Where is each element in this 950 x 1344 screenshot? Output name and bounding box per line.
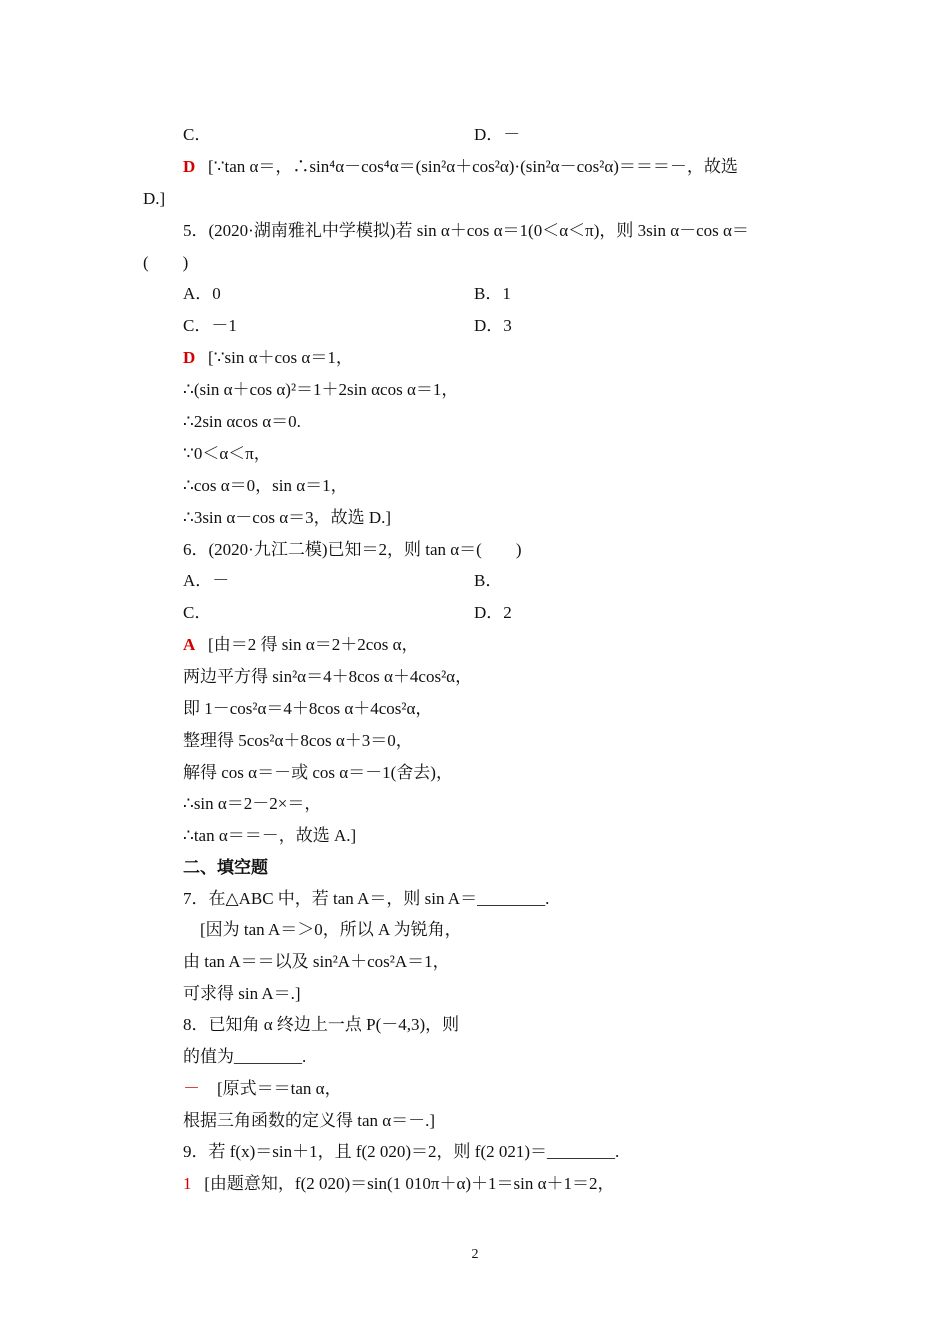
text-line: ∵0＜α＜π，	[183, 444, 271, 463]
answer-line: A [由＝2 得 sin α＝2＋2cos α，	[183, 635, 419, 654]
text-line: ∴3sin α－cos α＝3，故选 D.]	[183, 508, 392, 527]
text-line: 的值为________.	[183, 1047, 307, 1066]
answer-line: D [∵sin α＋cos α＝1，	[183, 348, 353, 367]
question-7: 7．在△ABC 中，若 tan A＝，则 sin A＝________.	[183, 889, 550, 908]
option-c: C．	[183, 603, 212, 622]
answer-line: 1 [由题意知，f(2 020)＝sin(1 010π＋α)＋1＝sin α＋1＝2，	[183, 1174, 615, 1193]
page-number: 2	[471, 1247, 479, 1262]
option-b: B．1	[474, 284, 511, 303]
option-d: D．3	[474, 316, 512, 335]
answer-letter: 1	[183, 1174, 192, 1193]
text-line: ( )	[143, 253, 189, 272]
text-line: 即 1－cos²α＝4＋8cos α＋4cos²α，	[183, 699, 433, 718]
question-9: 9．若 f(x)＝sin＋1，且 f(2 020)＝2，则 f(2 021)＝________.	[183, 1142, 620, 1161]
option-c: C．－1	[183, 316, 237, 335]
option-a: A．0	[183, 284, 221, 303]
answer-line: D [∵tan α＝，∴sin⁴α－cos⁴α＝(sin²α＋cos²α)·(sin²α－cos²α)＝＝＝－，故选	[183, 157, 738, 176]
text-line: 可求得 sin A＝.]	[183, 984, 301, 1003]
answer-letter: －	[183, 1079, 200, 1098]
option-c: C．	[183, 125, 212, 144]
option-b: B．	[474, 571, 503, 590]
text-line: ∴tan α＝＝－，故选 A.]	[183, 826, 357, 845]
text-line: ∴2sin αcos α＝0.	[183, 412, 301, 431]
option-d: D．－	[474, 125, 521, 144]
answer-letter: D	[183, 157, 196, 176]
answer-letter: A	[183, 635, 196, 654]
text-line: ∴cos α＝0，sin α＝1，	[183, 476, 348, 495]
text-line: ∴(sin α＋cos α)²＝1＋2sin αcos α＝1，	[183, 380, 459, 399]
answer-line: － [原式＝＝tan α，	[183, 1079, 342, 1098]
text-line: 两边平方得 sin²α＝4＋8cos α＋4cos²α，	[183, 667, 473, 686]
question-5: 5．(2020·湖南雅礼中学模拟)若 sin α＋cos α＝1(0＜α＜π)，则 3sin α－cos α＝	[183, 221, 749, 240]
text-line: 解得 cos α＝－或 cos α＝－1(舍去)，	[183, 763, 453, 782]
question-8: 8．已知角 α 终边上一点 P(－4,3)，则	[183, 1015, 460, 1034]
section-heading: 二、填空题	[183, 858, 268, 877]
option-d: D．2	[474, 603, 512, 622]
text-line: D.]	[143, 189, 166, 208]
text-line: 由 tan A＝＝以及 sin²A＋cos²A＝1，	[183, 952, 450, 971]
text-line: 整理得 5cos²α＋8cos α＋3＝0，	[183, 731, 413, 750]
answer-letter: D	[183, 348, 196, 367]
text-line: ∴sin α＝2－2×＝，	[183, 794, 322, 813]
question-6: 6．(2020·九江二模)已知＝2，则 tan α＝( )	[183, 540, 522, 559]
text-line: 根据三角函数的定义得 tan α＝－.]	[183, 1111, 436, 1130]
text-line: [因为 tan A＝＞0，所以 A 为锐角，	[200, 920, 462, 939]
option-a: A．－	[183, 571, 230, 590]
